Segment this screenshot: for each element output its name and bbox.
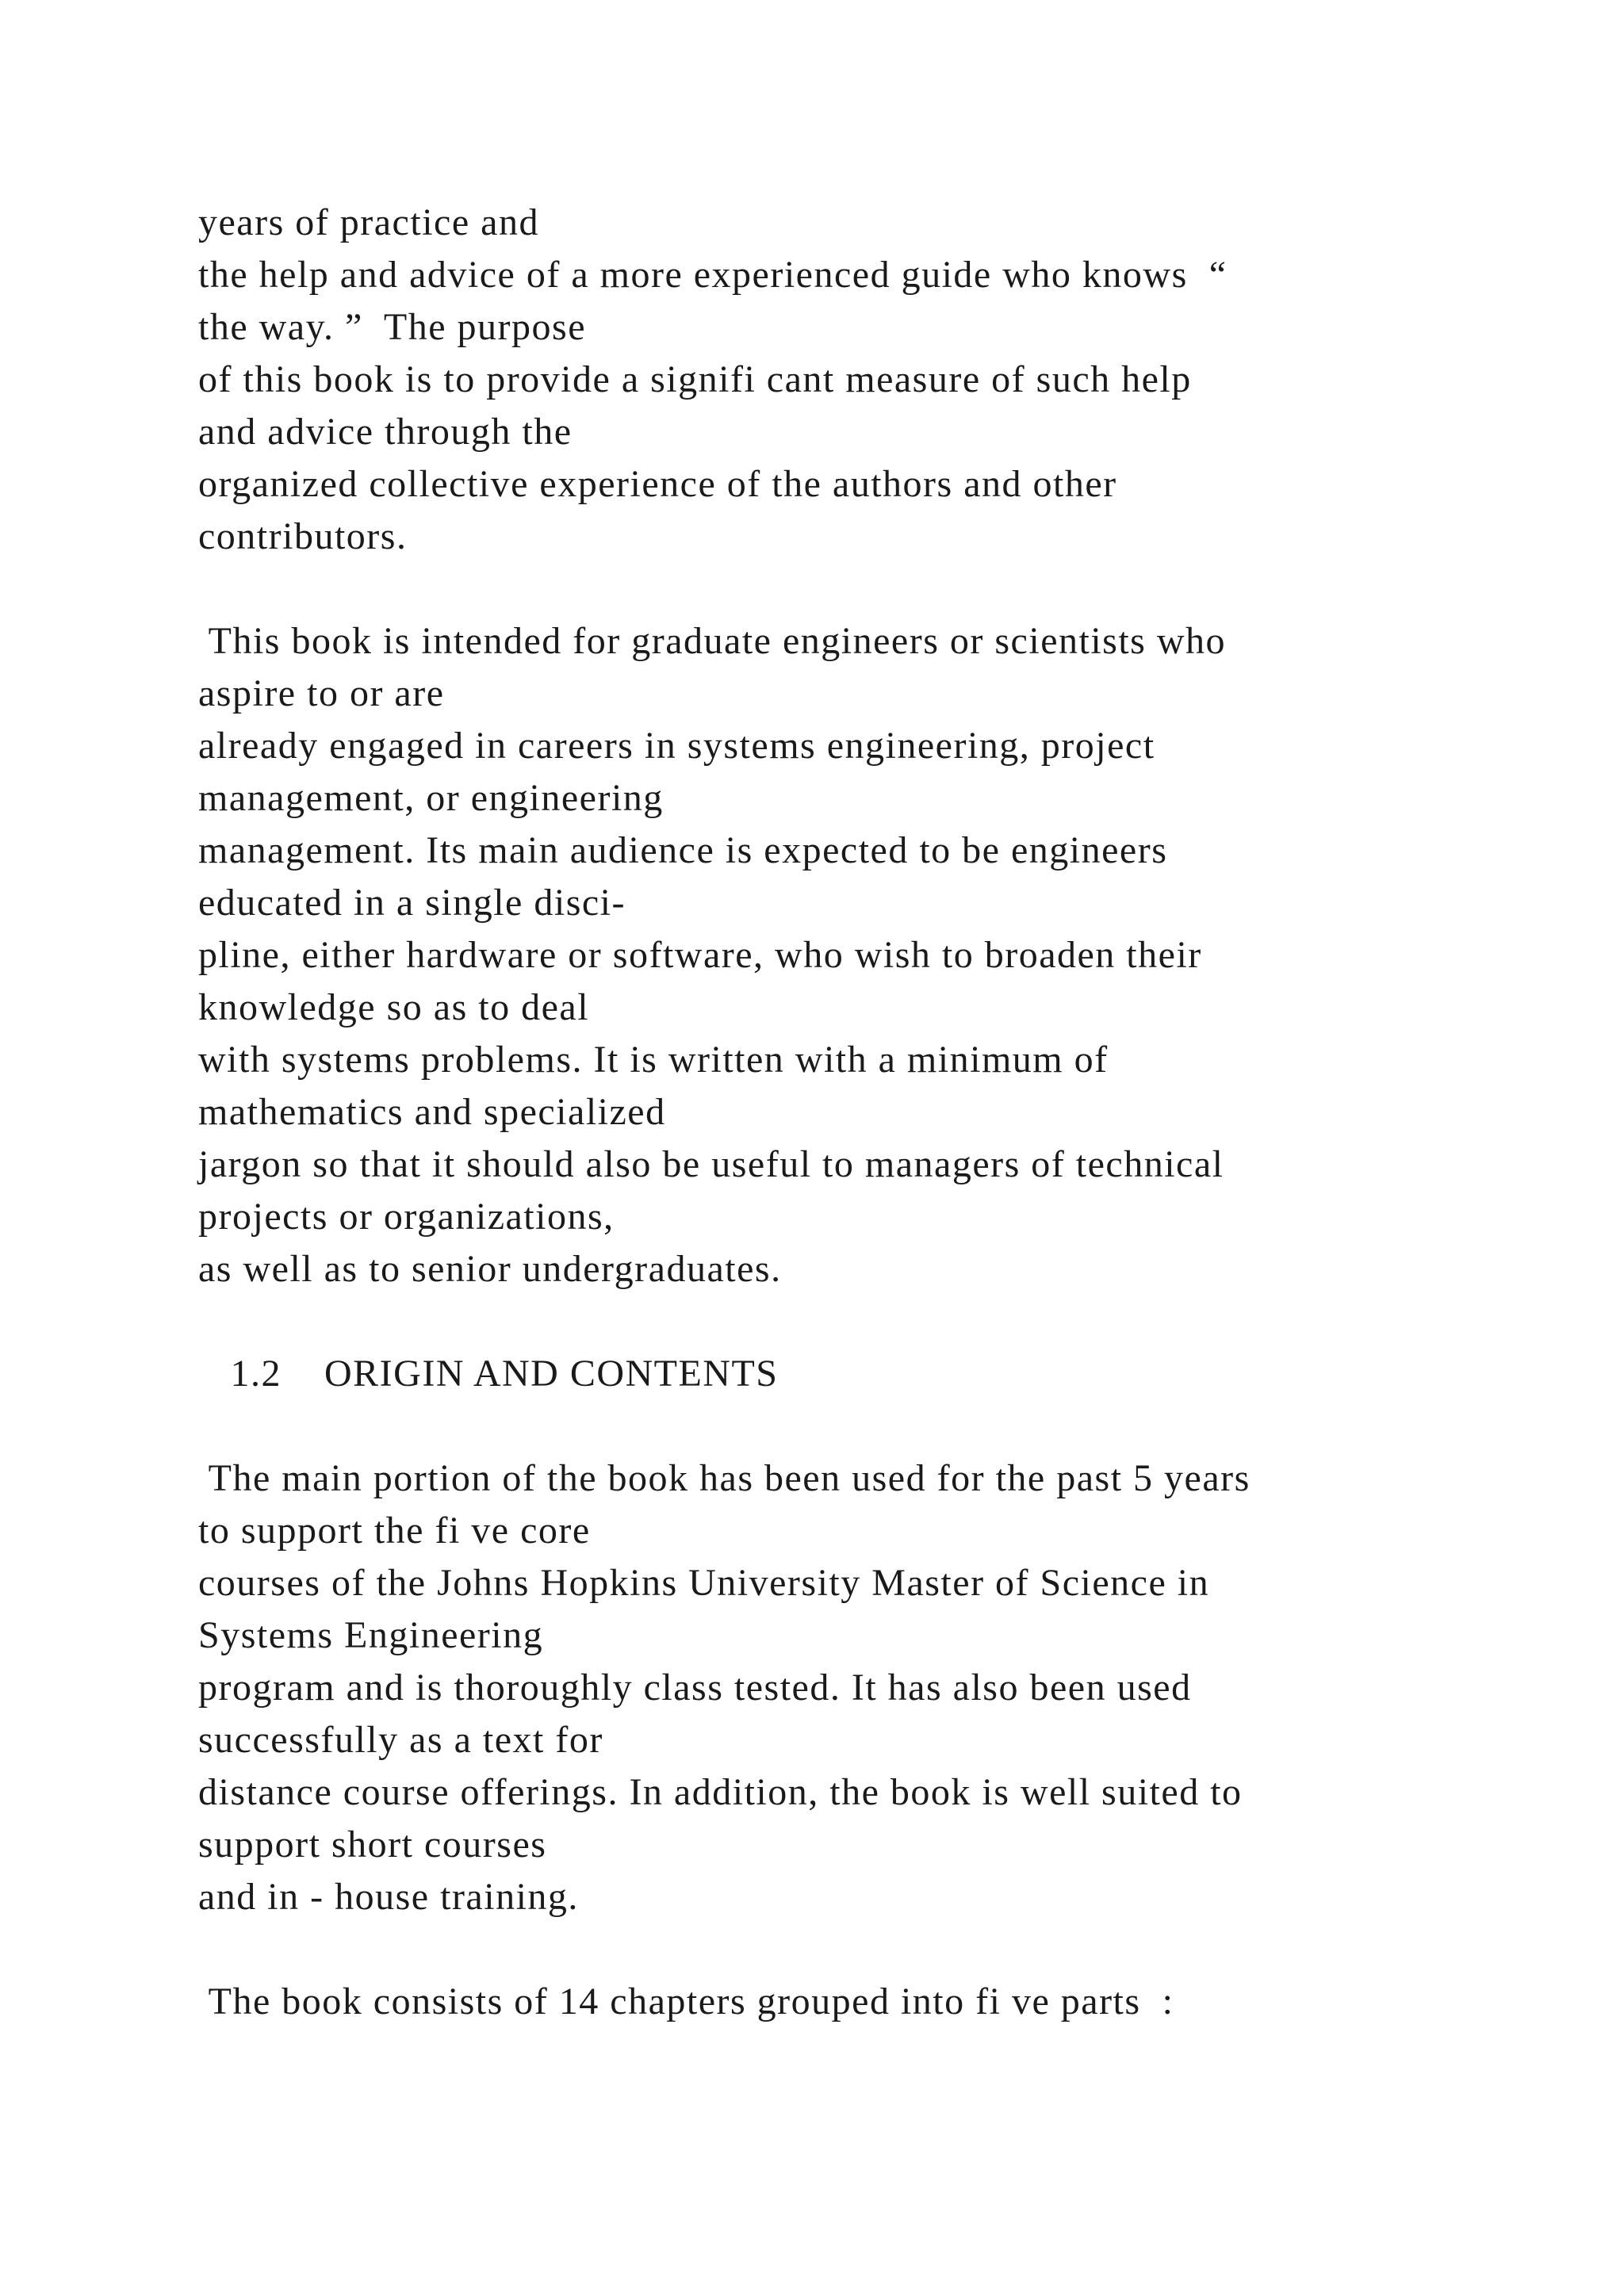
paragraph-3-line-9: and in - house training. <box>198 1876 579 1918</box>
paragraph-2-line-12: projects or organizations, <box>198 1196 615 1238</box>
paragraph-3-line-2: to support the fi ve core <box>198 1510 591 1552</box>
paragraph-3-line-4: Systems Engineering <box>198 1614 544 1656</box>
paragraph-1-line-5: and advice through the <box>198 411 573 453</box>
paragraph-3-line-7: distance course offerings. In addition, the book is well suited to <box>198 1771 1243 1813</box>
paragraph-2-line-2: aspire to or are <box>198 672 445 714</box>
paragraph-3-line-1: The main portion of the book has been used for the past 5 years <box>198 1457 1251 1499</box>
paragraph-2-line-11: jargon so that it should also be useful to managers of technical <box>198 1143 1224 1185</box>
paragraph-1-line-1: years of practice and <box>198 201 539 243</box>
paragraph-2-line-5: management. Its main audience is expected to be engineers <box>198 829 1168 871</box>
paragraph-4-line-1: The book consists of 14 chapters grouped into fi ve parts : <box>198 1980 1174 2022</box>
paragraph-1-line-7: contributors. <box>198 515 408 557</box>
paragraph-2-line-7: pline, either hardware or software, who wish to broaden their <box>198 934 1202 976</box>
paragraph-2-line-6: educated in a single disci- <box>198 882 626 924</box>
section-heading: 1.2 ORIGIN AND CONTENTS <box>198 1353 779 1395</box>
paragraph-1-line-4: of this book is to provide a signifi cant measure of such help <box>198 358 1192 400</box>
paragraph-3-line-6: successfully as a text for <box>198 1719 603 1761</box>
paragraph-2-line-10: mathematics and specialized <box>198 1091 666 1133</box>
paragraph-2-line-3: already engaged in careers in systems engineering, project <box>198 725 1155 767</box>
paragraph-1-line-6: organized collective experience of the authors and other <box>198 463 1117 505</box>
paragraph-2-line-4: management, or engineering <box>198 777 664 819</box>
paragraph-1-line-3: the way. ” The purpose <box>198 306 587 348</box>
paragraph-2-line-8: knowledge so as to deal <box>198 986 590 1028</box>
paragraph-3-line-3: courses of the Johns Hopkins University Master of Science in <box>198 1562 1210 1604</box>
paragraph-2-line-1: This book is intended for graduate engineers or scientists who <box>198 620 1227 662</box>
paragraph-3-line-8: support short courses <box>198 1823 547 1866</box>
paragraph-2-line-9: with systems problems. It is written with a minimum of <box>198 1039 1109 1081</box>
paragraph-1-line-2: the help and advice of a more experienced guide who knows “ <box>198 254 1228 296</box>
paragraph-2-line-13: as well as to senior undergraduates. <box>198 1248 782 1290</box>
paragraph-3-line-5: program and is thoroughly class tested. It has also been used <box>198 1667 1192 1709</box>
